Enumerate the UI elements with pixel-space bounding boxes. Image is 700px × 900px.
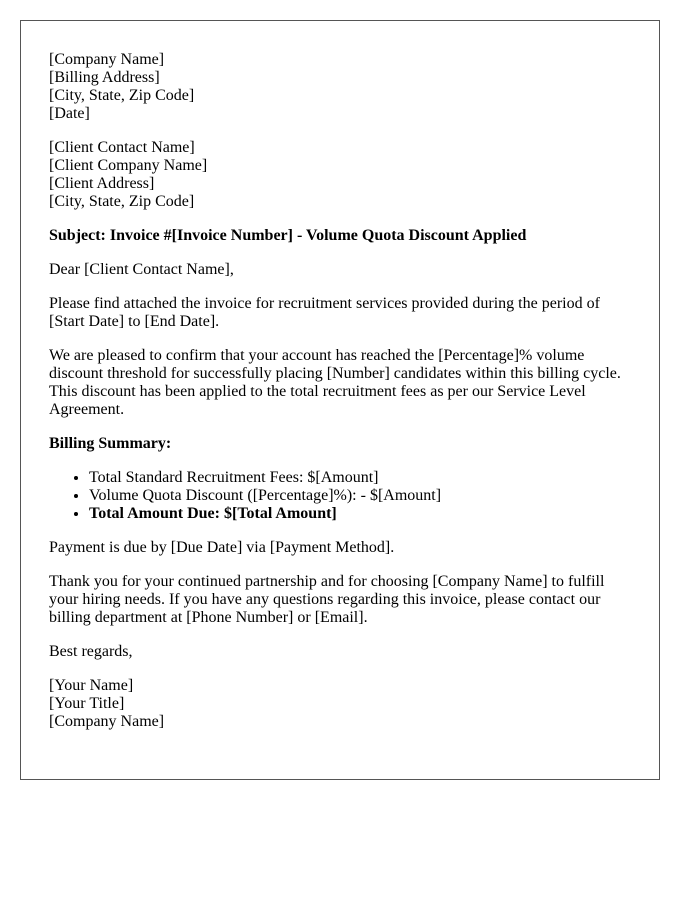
signature-block bbox=[49, 677, 631, 731]
summary-item-standard-fees: • Total Standard Recruitment Fees: $[Amount] bbox=[89, 469, 631, 487]
closing-line: Best regards, bbox=[49, 643, 133, 660]
recipient-city-state-zip: [City, State, Zip Code] bbox=[49, 193, 195, 210]
billing-summary-list bbox=[49, 469, 631, 523]
thank-you-paragraph: Thank you for your continued partnership and for choosing [Company Name] to fulfill your hiring needs. If you have any questions regarding this invoice, please contact our billing department at [Phone Number] or [Email]. bbox=[49, 573, 605, 626]
salutation: Dear [Client Contact Name], bbox=[49, 261, 234, 278]
signature-name: [Your Name] bbox=[49, 677, 134, 694]
signature-title: [Your Title] bbox=[49, 695, 125, 712]
recipient-address: [Client Address] bbox=[49, 175, 155, 192]
billing-summary-heading: Billing Summary: bbox=[49, 435, 172, 452]
letter-date: [Date] bbox=[49, 105, 90, 122]
subject-line: Subject: Invoice #[Invoice Number] - Volume Quota Discount Applied bbox=[49, 227, 527, 244]
signature-company: [Company Name] bbox=[49, 713, 165, 730]
letter-page bbox=[20, 20, 660, 780]
summary-item-total-due: • Total Amount Due: $[Total Amount] bbox=[89, 505, 631, 523]
discount-paragraph: We are pleased to confirm that your account has reached the [Percentage]% volume discount threshold for successfully placing [Number] candidates within this billing cycle. This discount has been applied to the total recruitment fees as per our Service Level Agreement. bbox=[49, 347, 621, 418]
recipient-contact-name: [Client Contact Name] bbox=[49, 139, 195, 156]
intro-paragraph: Please find attached the invoice for recruitment services provided during the period of [Start Date] to [End Date]. bbox=[49, 295, 600, 330]
sender-company-name: [Company Name] bbox=[49, 51, 165, 68]
recipient-company-name: [Client Company Name] bbox=[49, 157, 208, 174]
sender-billing-address: [Billing Address] bbox=[49, 69, 160, 86]
sender-address-block bbox=[49, 51, 631, 123]
sender-city-state-zip: [City, State, Zip Code] bbox=[49, 87, 195, 104]
summary-item-volume-discount: • Volume Quota Discount ([Percentage]%): - $[Amount] bbox=[89, 487, 631, 505]
recipient-address-block bbox=[49, 139, 631, 211]
payment-due-line: Payment is due by [Due Date] via [Payment Method]. bbox=[49, 539, 395, 556]
